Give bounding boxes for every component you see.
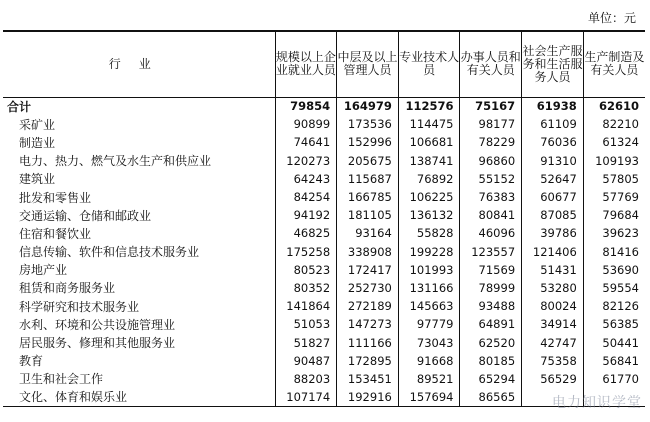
- table-cell: 51053: [275, 315, 337, 333]
- table-cell: 93488: [460, 297, 522, 315]
- table-cell: 192916: [337, 388, 399, 406]
- industry-name: 租赁和商务服务业: [19, 281, 116, 296]
- table-cell: 90899: [275, 115, 337, 133]
- table-cell: 111166: [337, 333, 399, 351]
- table-cell: 56841: [583, 352, 645, 370]
- table-cell: 175258: [275, 243, 337, 261]
- table-cell: 34914: [522, 315, 584, 333]
- table-cell: 115687: [337, 170, 399, 188]
- table-cell: 46825: [275, 224, 337, 242]
- table-row: [3, 370, 645, 388]
- table-cell: 75358: [522, 352, 584, 370]
- table-row: [3, 388, 645, 406]
- column-header: 生产制造及有关人员: [583, 31, 645, 97]
- table-cell: 56385: [583, 315, 645, 333]
- table-cell: 52647: [522, 170, 584, 188]
- table-cell: 205675: [337, 152, 399, 170]
- industry-name: 文化、体育和娱乐业: [19, 390, 128, 405]
- table-header-row: [3, 31, 645, 97]
- table-cell: 181105: [337, 206, 399, 224]
- table-cell: 145663: [398, 297, 460, 315]
- table-cell: 121406: [522, 243, 584, 261]
- table-cell: 172895: [337, 352, 399, 370]
- table-cell: 136132: [398, 206, 460, 224]
- table-cell: 71569: [460, 261, 522, 279]
- industry-name: 建筑业: [19, 172, 56, 187]
- industry-name: 教育: [19, 354, 44, 369]
- table-cell: 152996: [337, 133, 399, 151]
- industry-name: 采矿业: [19, 117, 56, 132]
- table-cell: 90487: [275, 352, 337, 370]
- table-cell: 173536: [337, 115, 399, 133]
- table-cell: 80523: [275, 261, 337, 279]
- table-cell: 50441: [583, 333, 645, 351]
- table-body: [3, 97, 645, 406]
- table-cell: 120273: [275, 152, 337, 170]
- table-cell: 166785: [337, 188, 399, 206]
- table-cell: 84254: [275, 188, 337, 206]
- industry-name: 卫生和社会工作: [19, 372, 104, 387]
- table-cell: 98177: [460, 115, 522, 133]
- table-cell: 57805: [583, 170, 645, 188]
- table-cell: 81416: [583, 243, 645, 261]
- table-cell: 106225: [398, 188, 460, 206]
- table-cell: 61770: [583, 370, 645, 388]
- table-row: [3, 315, 645, 333]
- table-cell: 80185: [460, 352, 522, 370]
- table-row: [3, 352, 645, 370]
- table-cell: 64243: [275, 170, 337, 188]
- table-cell: 164979: [337, 97, 399, 115]
- table-cell: 61938: [522, 97, 584, 115]
- column-header: 专业技术人员: [398, 31, 460, 97]
- table-row: [3, 170, 645, 188]
- table-cell: 82210: [583, 115, 645, 133]
- table-cell: 51827: [275, 333, 337, 351]
- table-cell: 96860: [460, 152, 522, 170]
- table-cell: 112576: [398, 97, 460, 115]
- table-cell: 97779: [398, 315, 460, 333]
- industry-name: 批发和零售业: [19, 190, 92, 205]
- table-cell: 65294: [460, 370, 522, 388]
- column-header: 中层及以上管理人员: [337, 31, 399, 97]
- table-row: [3, 224, 645, 242]
- column-header: 办事人员和有关人员: [460, 31, 522, 97]
- table-cell: 76383: [460, 188, 522, 206]
- table-cell: 79684: [583, 206, 645, 224]
- table-cell: 78999: [460, 279, 522, 297]
- industry-name: 制造业: [19, 135, 56, 150]
- table-cell: 252730: [337, 279, 399, 297]
- table-cell: 272189: [337, 297, 399, 315]
- table-cell: 74641: [275, 133, 337, 151]
- industry-name: 房地产业: [19, 263, 68, 278]
- table-cell: 80024: [522, 297, 584, 315]
- table-cell: 64891: [460, 315, 522, 333]
- table-cell: 55828: [398, 224, 460, 242]
- table-cell: 75167: [460, 97, 522, 115]
- table-cell: 123557: [460, 243, 522, 261]
- industry-name: 信息传输、软件和信息技术服务业: [19, 245, 200, 260]
- table-cell: 53280: [522, 279, 584, 297]
- table-cell: 91668: [398, 352, 460, 370]
- table-row: [3, 133, 645, 151]
- table-cell: 109193: [583, 152, 645, 170]
- industry-name: 居民服务、修理和其他服务业: [19, 336, 176, 351]
- table-cell: 62520: [460, 333, 522, 351]
- table-cell: 87085: [522, 206, 584, 224]
- unit-label: 单位：元: [587, 11, 636, 25]
- table-cell: 93164: [337, 224, 399, 242]
- industry-name: 合计: [7, 99, 32, 114]
- table-cell: 147273: [337, 315, 399, 333]
- table-cell: 94192: [275, 206, 337, 224]
- table-cell: 157694: [398, 388, 460, 406]
- table-row: [3, 115, 645, 133]
- industry-name: 科学研究和技术服务业: [19, 299, 140, 314]
- table-cell: 53690: [583, 261, 645, 279]
- industry-name: 水利、环境和公共设施管理业: [19, 317, 176, 332]
- table-cell: 55152: [460, 170, 522, 188]
- wage-table: [3, 30, 645, 407]
- table-cell: 39786: [522, 224, 584, 242]
- table-row: [3, 188, 645, 206]
- table-cell: 78229: [460, 133, 522, 151]
- industry-name: 交通运输、仓储和邮政业: [19, 208, 152, 223]
- table-cell: 61324: [583, 133, 645, 151]
- table-cell: 141864: [275, 297, 337, 315]
- table-cell: 39623: [583, 224, 645, 242]
- table-cell: 91310: [522, 152, 584, 170]
- table-row: [3, 279, 645, 297]
- table-cell: 153451: [337, 370, 399, 388]
- table-cell: 61109: [522, 115, 584, 133]
- table-cell: 60677: [522, 188, 584, 206]
- table-cell: 86565: [460, 388, 522, 406]
- table-row: [3, 333, 645, 351]
- table-cell: 101993: [398, 261, 460, 279]
- table-cell: 89521: [398, 370, 460, 388]
- table-cell: 338908: [337, 243, 399, 261]
- table-cell: 107174: [275, 388, 337, 406]
- table-cell: 80841: [460, 206, 522, 224]
- table-cell: 114475: [398, 115, 460, 133]
- column-header: 规模以上企业就业人员: [275, 31, 337, 97]
- table-row: [3, 297, 645, 315]
- table-cell: 51431: [522, 261, 584, 279]
- table-row: [3, 152, 645, 170]
- table-cell: 62610: [583, 97, 645, 115]
- table-cell: 59554: [583, 279, 645, 297]
- column-header: 社会生产服务和生活服务人员: [522, 31, 584, 97]
- table-cell: 76892: [398, 170, 460, 188]
- table-cell: 138741: [398, 152, 460, 170]
- table-cell: 131166: [398, 279, 460, 297]
- industry-header: 行业: [108, 56, 169, 71]
- table-row: [3, 243, 645, 261]
- table-cell: 88203: [275, 370, 337, 388]
- table-row: [3, 261, 645, 279]
- table-cell: 76036: [522, 133, 584, 151]
- table-cell: 172417: [337, 261, 399, 279]
- table-cell: 56529: [522, 370, 584, 388]
- table-cell: 57769: [583, 188, 645, 206]
- table-cell: 79854: [275, 97, 337, 115]
- table-cell: 80352: [275, 279, 337, 297]
- watermark: 电力知识学堂: [552, 395, 642, 411]
- industry-name: 住宿和餐饮业: [19, 226, 92, 241]
- table-cell: 82126: [583, 297, 645, 315]
- industry-name: 电力、热力、燃气及水生产和供应业: [19, 154, 212, 169]
- table-cell: 73043: [398, 333, 460, 351]
- total-row: [3, 97, 645, 115]
- table-cell: 42747: [522, 333, 584, 351]
- table-cell: 46096: [460, 224, 522, 242]
- table-row: [3, 206, 645, 224]
- table-cell: 199228: [398, 243, 460, 261]
- table-cell: 106681: [398, 133, 460, 151]
